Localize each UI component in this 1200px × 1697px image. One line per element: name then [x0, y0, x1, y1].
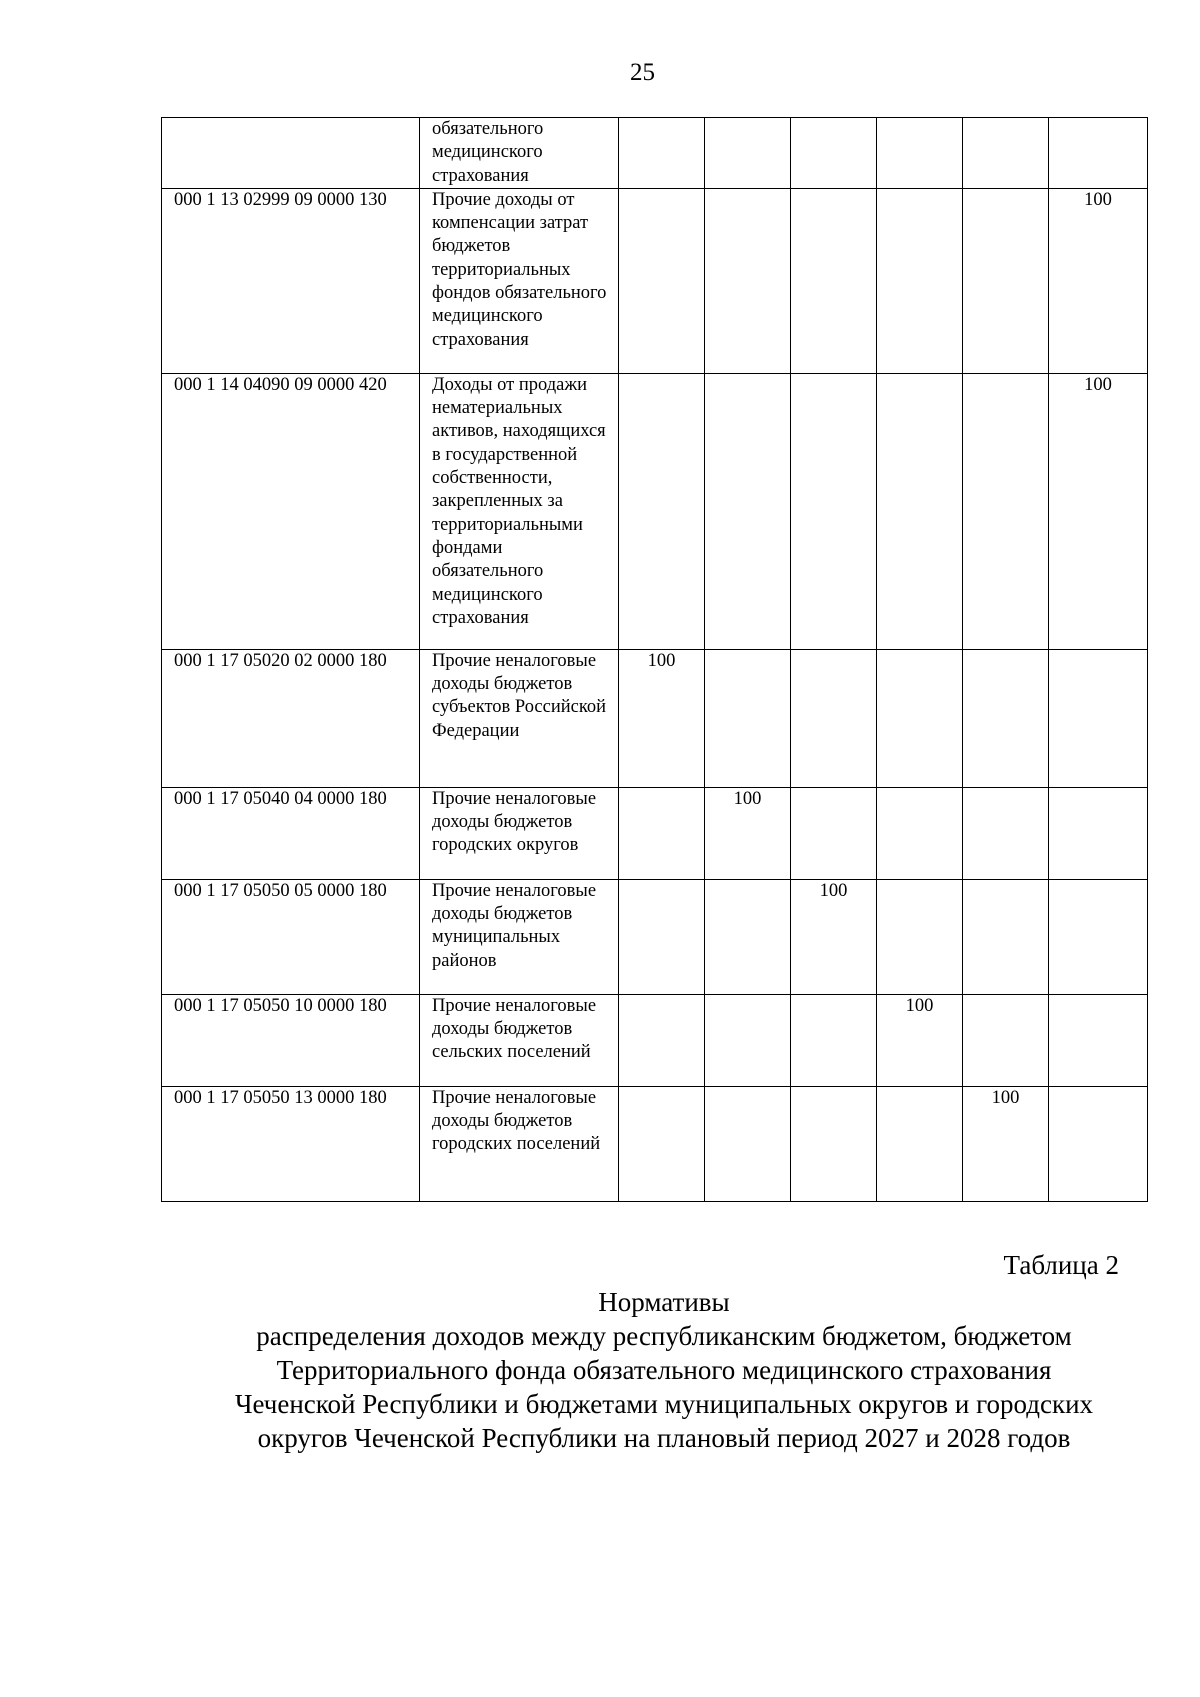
page-number-text: 25 — [630, 59, 655, 86]
norm-value-cell — [705, 649, 791, 787]
norm-value-cell — [705, 188, 791, 373]
norm-value-cell — [619, 373, 705, 649]
norm-value-cell — [619, 1086, 705, 1201]
kbk-code-cell: 000 1 13 02999 09 0000 130 — [162, 188, 420, 373]
norm-value-cell — [877, 188, 963, 373]
revenue-name-cell: Прочие неналоговые доходы бюджетов субъектов Российской Федерации — [420, 649, 619, 787]
table-row — [162, 649, 1148, 787]
norm-value-cell — [877, 787, 963, 879]
norm-value-cell — [619, 118, 705, 189]
kbk-code-cell — [162, 118, 420, 189]
norm-value-cell — [619, 787, 705, 879]
norm-value-cell — [963, 118, 1049, 189]
norm-value-cell — [963, 994, 1049, 1086]
kbk-code-cell: 000 1 14 04090 09 0000 420 — [162, 373, 420, 649]
table-row — [162, 879, 1148, 994]
norm-value-cell — [619, 188, 705, 373]
norm-value-cell — [705, 118, 791, 189]
table-body — [162, 118, 1148, 1202]
norm-value-cell — [791, 787, 877, 879]
norm-value-cell: 100 — [963, 1086, 1049, 1201]
norm-value-cell — [705, 1086, 791, 1201]
kbk-code-cell: 000 1 17 05050 10 0000 180 — [162, 994, 420, 1086]
table-row — [162, 373, 1148, 649]
table-row — [162, 994, 1148, 1086]
kbk-code-cell: 000 1 17 05020 02 0000 180 — [162, 649, 420, 787]
revenue-name-cell: Прочие неналоговые доходы бюджетов городских округов — [420, 787, 619, 879]
caption-line: Территориального фонда обязательного медицинского страхования — [276, 1355, 1052, 1385]
revenue-name-cell: Прочие неналоговые доходы бюджетов городских поселений — [420, 1086, 619, 1201]
kbk-code-cell: 000 1 17 05040 04 0000 180 — [162, 787, 420, 879]
norm-value-cell: 100 — [705, 787, 791, 879]
norm-value-cell — [1049, 994, 1148, 1086]
table-label: Таблица 2 — [1003, 1250, 1119, 1280]
norm-value-cell — [619, 879, 705, 994]
norm-value-cell: 100 — [791, 879, 877, 994]
norm-value-cell — [1049, 1086, 1148, 1201]
table-caption — [161, 1248, 1147, 1455]
norm-value-cell: 100 — [1049, 188, 1148, 373]
norm-value-cell: 100 — [1049, 373, 1148, 649]
norm-value-cell — [1049, 118, 1148, 189]
norm-value-cell — [791, 188, 877, 373]
budget-revenue-table — [161, 117, 1148, 1202]
norm-value-cell — [1049, 787, 1148, 879]
table-row — [162, 787, 1148, 879]
revenue-name-cell: обязательного медицинского страхования — [420, 118, 619, 189]
norm-value-cell — [963, 373, 1049, 649]
caption-line: округов Чеченской Республики на плановый период 2027 и 2028 годов — [257, 1423, 1071, 1453]
norm-value-cell: 100 — [619, 649, 705, 787]
page-number — [0, 58, 1200, 88]
norm-value-cell — [877, 879, 963, 994]
norm-value-cell — [791, 649, 877, 787]
norm-value-cell — [877, 118, 963, 189]
table-row — [162, 188, 1148, 373]
norm-value-cell — [619, 994, 705, 1086]
revenue-name-cell: Доходы от продажи нематериальных активов, находящихся в государственной собственности, закрепленных за территориальными фондами обязательного медицинского страхования — [420, 373, 619, 649]
norm-value-cell — [963, 879, 1049, 994]
norm-value-cell — [705, 373, 791, 649]
caption-line: распределения доходов между республиканским бюджетом, бюджетом — [256, 1321, 1072, 1351]
norm-value-cell — [1049, 649, 1148, 787]
norm-value-cell — [791, 994, 877, 1086]
norm-value-cell: 100 — [877, 994, 963, 1086]
revenue-name-cell: Прочие неналоговые доходы бюджетов муниципальных районов — [420, 879, 619, 994]
kbk-code-cell: 000 1 17 05050 13 0000 180 — [162, 1086, 420, 1201]
norm-value-cell — [791, 373, 877, 649]
norm-value-cell — [791, 1086, 877, 1201]
norm-value-cell — [877, 649, 963, 787]
norm-value-cell — [705, 994, 791, 1086]
norm-value-cell — [963, 188, 1049, 373]
table-row — [162, 1086, 1148, 1201]
norm-value-cell — [963, 649, 1049, 787]
norm-value-cell — [877, 373, 963, 649]
revenue-name-cell: Прочие неналоговые доходы бюджетов сельских поселений — [420, 994, 619, 1086]
table-row — [162, 118, 1148, 189]
norm-value-cell — [877, 1086, 963, 1201]
norm-value-cell — [963, 787, 1049, 879]
norm-value-cell — [705, 879, 791, 994]
norm-value-cell — [1049, 879, 1148, 994]
norm-value-cell — [791, 118, 877, 189]
caption-title: Нормативы — [598, 1287, 730, 1317]
kbk-code-cell: 000 1 17 05050 05 0000 180 — [162, 879, 420, 994]
caption-line: Чеченской Республики и бюджетами муниципальных округов и городских — [234, 1389, 1094, 1419]
revenue-name-cell: Прочие доходы от компенсации затрат бюджетов территориальных фондов обязательного медицинского страхования — [420, 188, 619, 373]
